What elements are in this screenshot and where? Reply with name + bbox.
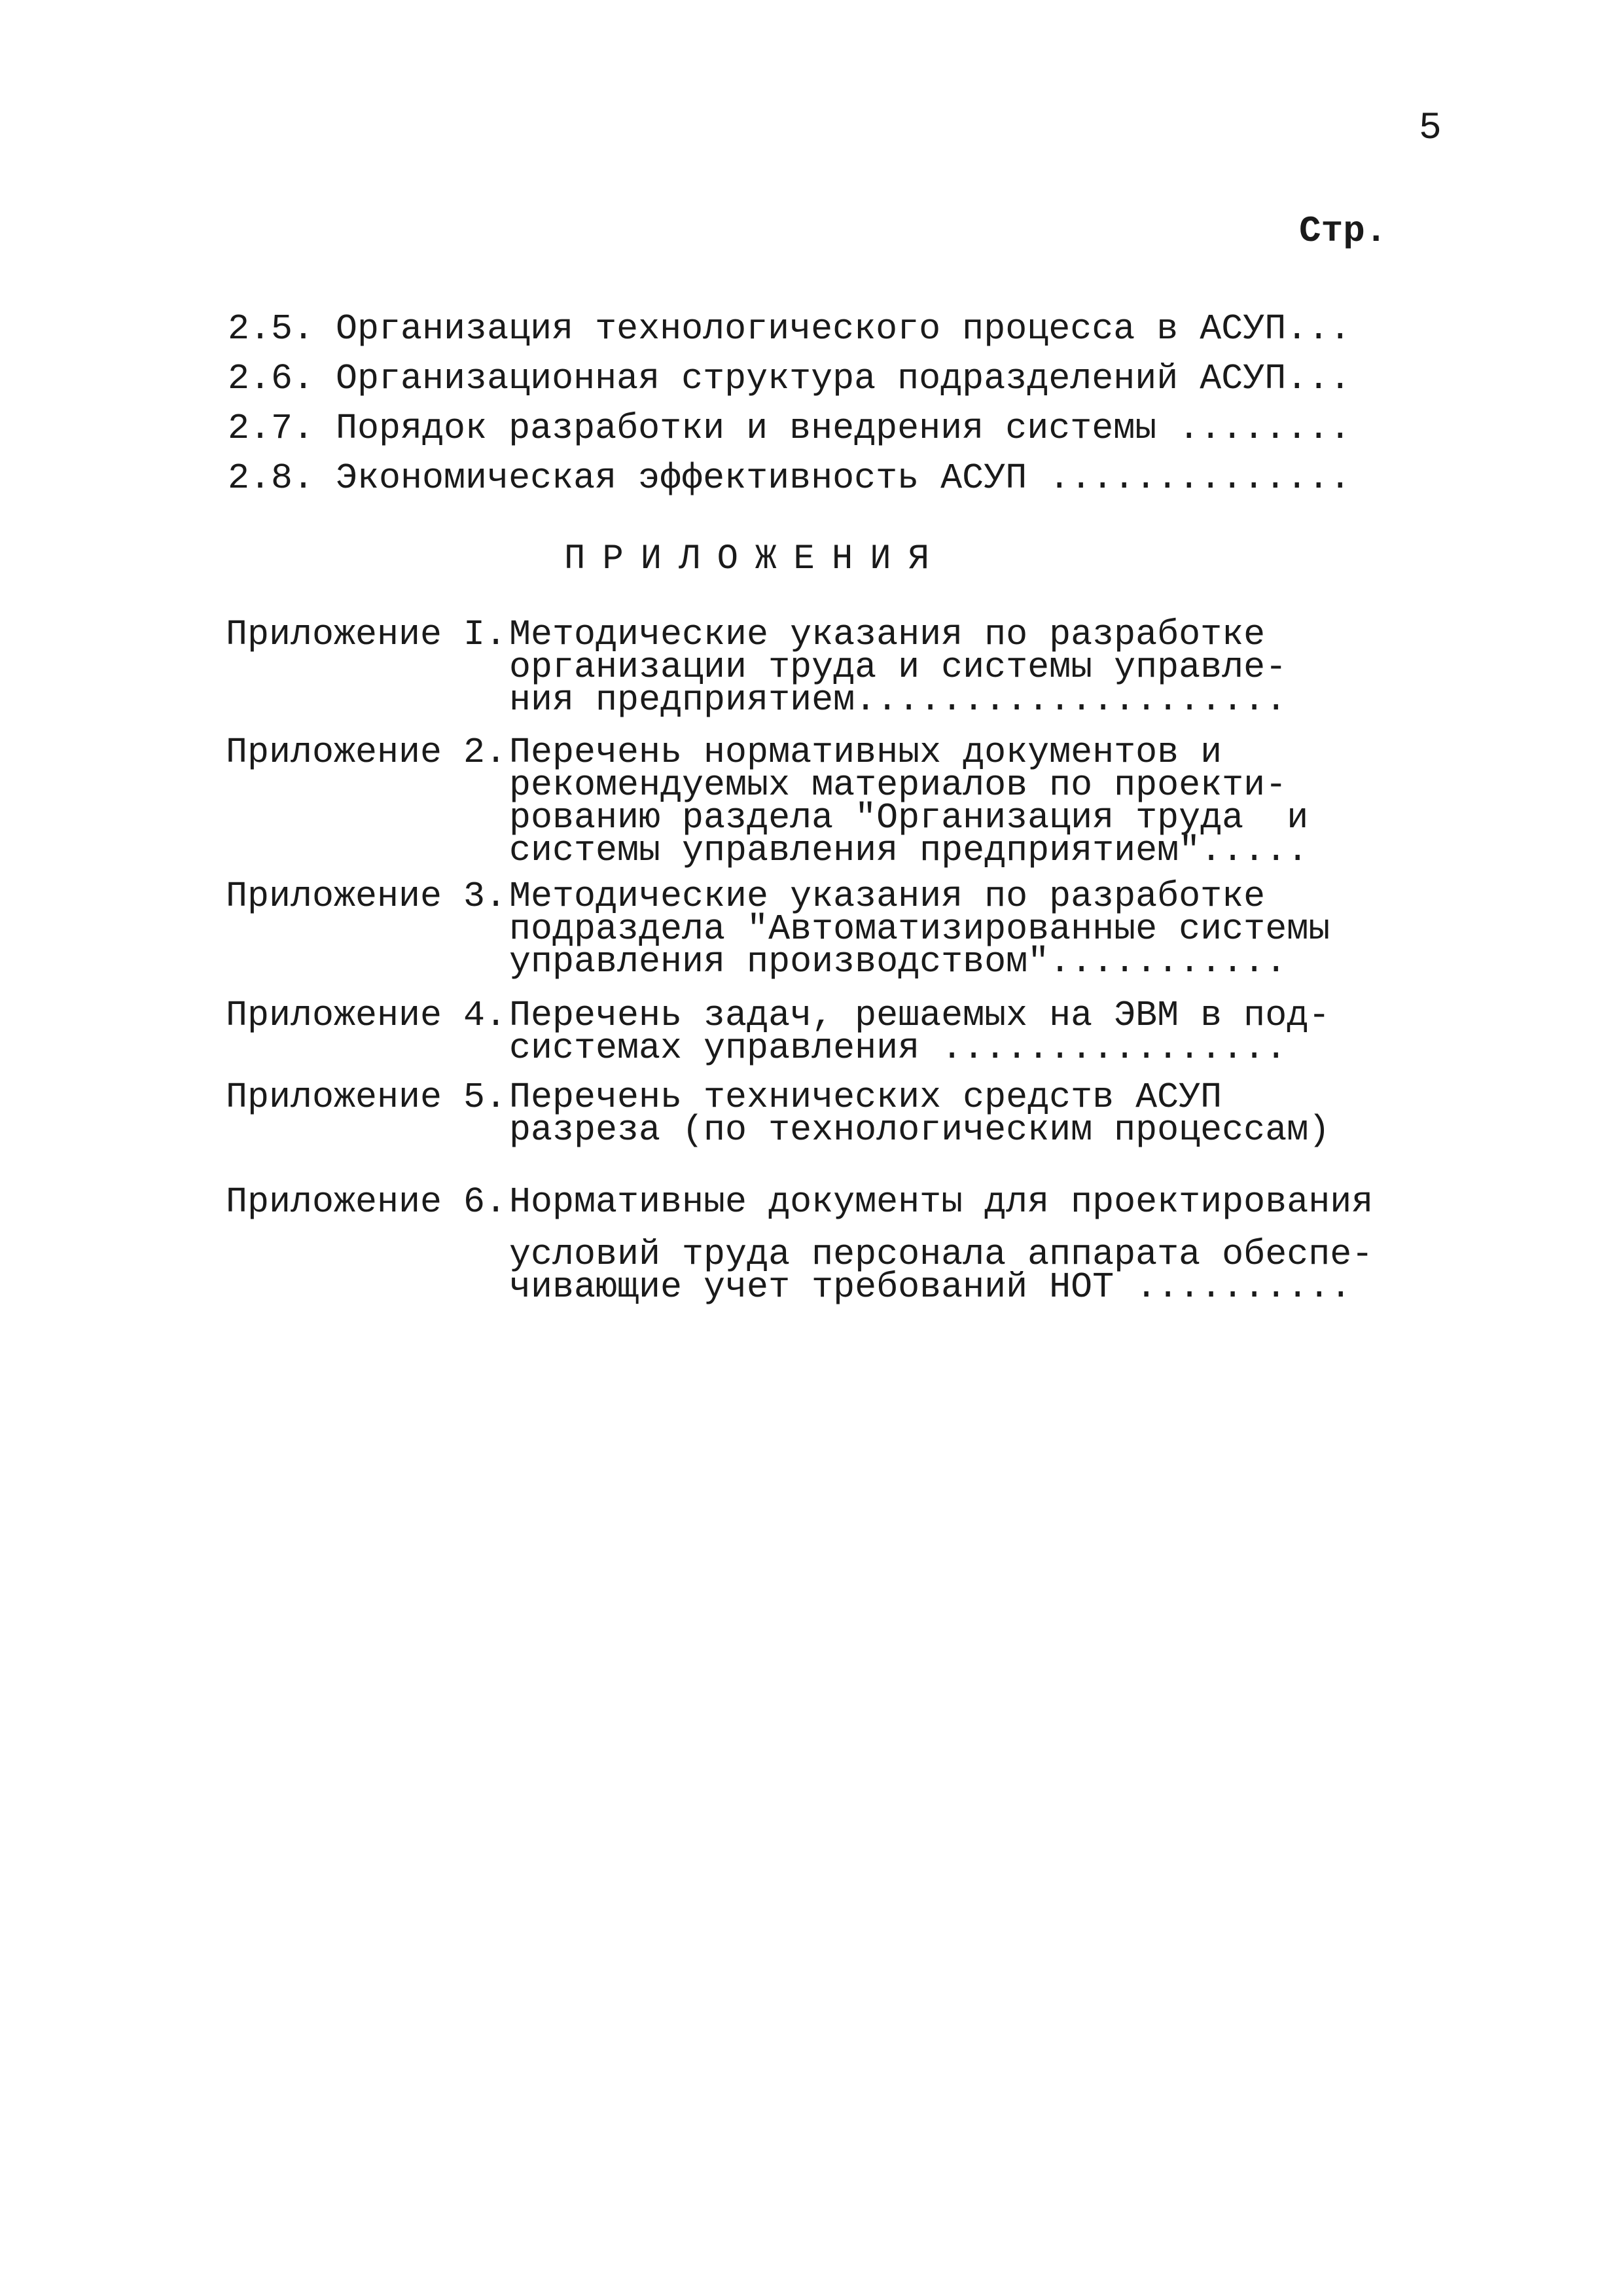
appendix-label: Приложение 6. xyxy=(226,1181,507,1223)
page-column-label: Стр. xyxy=(1299,210,1387,252)
appendix-title-line: Перечень технических средств АСУП xyxy=(509,1077,1222,1118)
appendix-title-line: Перечень задач, решаемых на ЭВМ в под- xyxy=(509,995,1330,1036)
appendix-label: Приложение 5. xyxy=(226,1077,507,1118)
appendix-label: Приложение 4. xyxy=(226,995,507,1036)
table-of-contents xyxy=(228,304,1351,503)
toc-item: 2.6. Организационная структура подразделений АСУП... xyxy=(228,358,1351,399)
appendix-title-line: Методические указания по разработке xyxy=(509,614,1266,655)
toc-item: 2.8. Экономическая эффективность АСУП .............. xyxy=(228,457,1351,499)
appendix-title-line: подраздела "Автоматизированные системы xyxy=(509,908,1330,950)
appendix-title-line: разреза (по технологическим процессам) xyxy=(509,1109,1330,1151)
appendix-label: Приложение 3. xyxy=(226,876,507,917)
appendix-title-line: системы управления предприятием"..... xyxy=(509,830,1309,871)
appendix-title-line: Нормативные документы для проектирования xyxy=(509,1181,1374,1223)
appendix-label: Приложение 2. xyxy=(226,732,507,773)
appendix-title-line: чивающие учет требований НОТ .......... xyxy=(509,1266,1352,1308)
appendix-title-line: рованию раздела "Организация труда и xyxy=(509,797,1309,838)
appendix-title-line: системах управления ................ xyxy=(509,1028,1287,1069)
appendix-title-line: рекомендуемых материалов по проекти- xyxy=(509,764,1287,806)
appendices-heading: ПРИЛОЖЕНИЯ xyxy=(564,539,947,579)
appendix-title-line: условий труда персонала аппарата обеспе- xyxy=(509,1234,1374,1275)
page-number: 5 xyxy=(1419,107,1442,150)
appendix-title-line: управления производством"........... xyxy=(509,941,1287,982)
appendix-title-line: Методические указания по разработке xyxy=(509,876,1266,917)
appendix-title-line: ния предприятием.................... xyxy=(509,679,1287,721)
appendix-title-line: Перечень нормативных документов и xyxy=(509,732,1222,773)
toc-item: 2.7. Порядок разработки и внедрения системы ........ xyxy=(228,408,1351,449)
appendix-label: Приложение I. xyxy=(226,614,507,655)
toc-item: 2.5. Организация технологического процесса в АСУП... xyxy=(228,308,1351,350)
appendix-title-line: организации труда и системы управле- xyxy=(509,647,1287,688)
